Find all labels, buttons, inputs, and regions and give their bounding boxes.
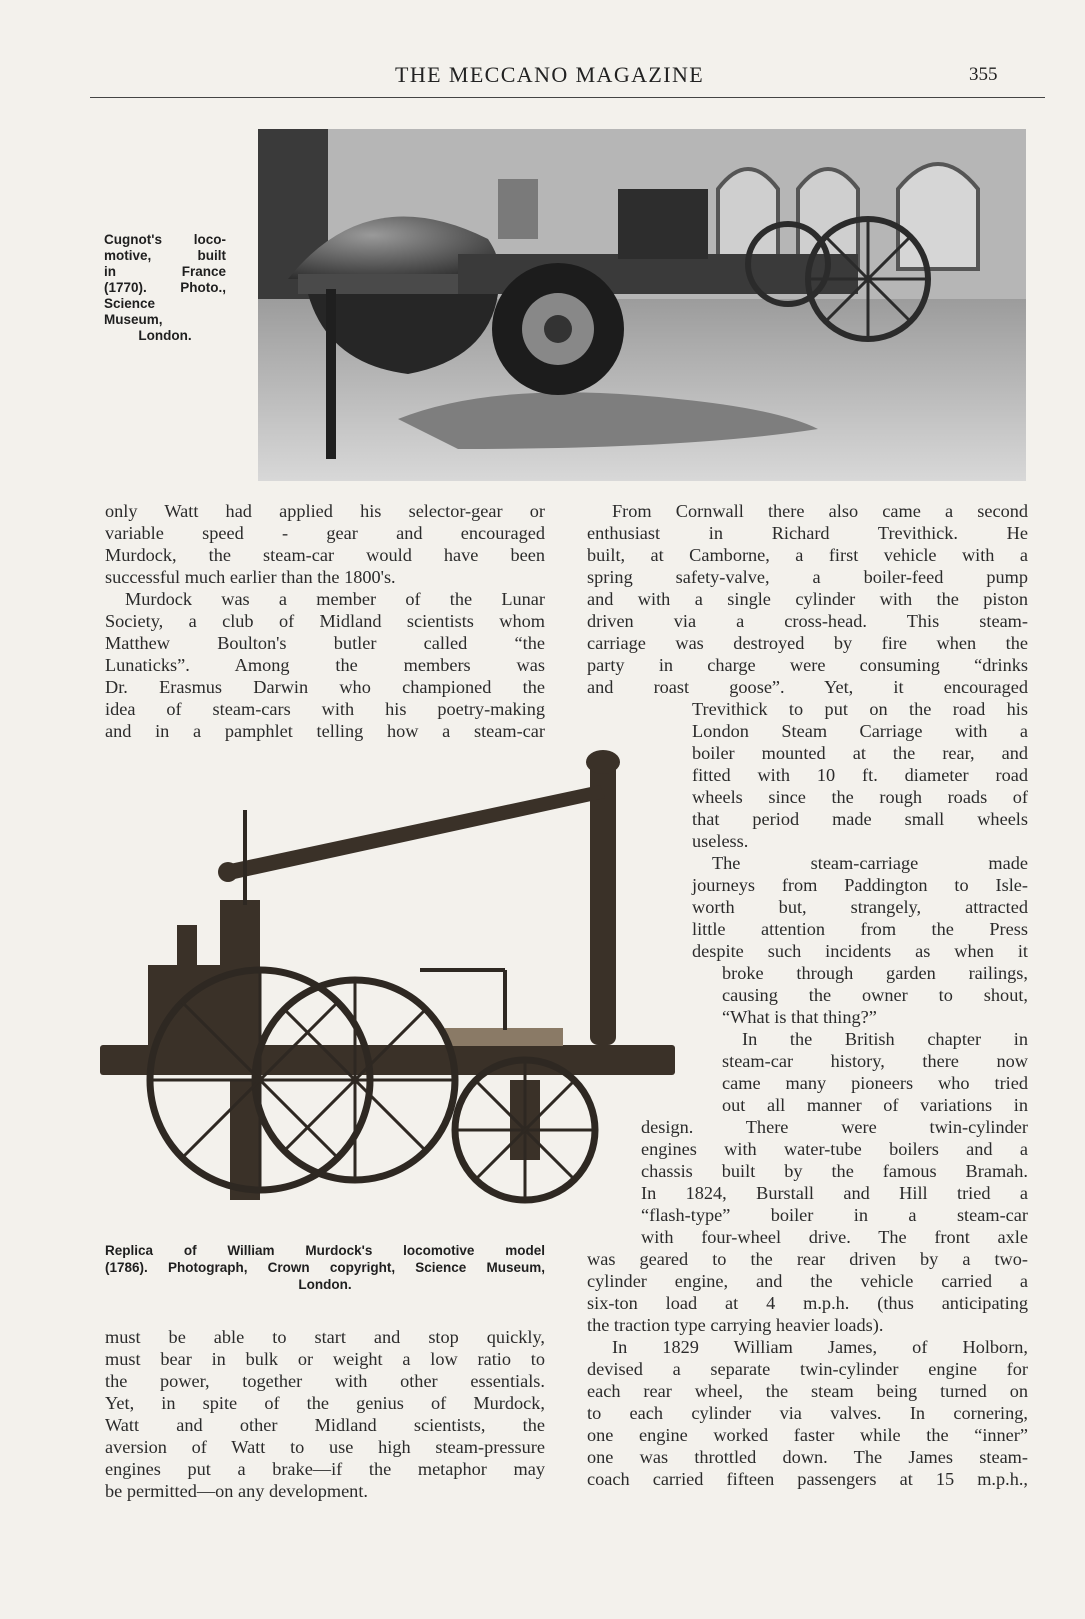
caption-line: Cugnot's loco- bbox=[104, 232, 226, 247]
text-line: design. There were twin-cylinder bbox=[641, 1117, 1028, 1137]
text-line: with four-wheel drive. The front axle bbox=[641, 1227, 1028, 1247]
header-rule bbox=[90, 97, 1045, 98]
text-line: enthusiast in Richard Trevithick. He bbox=[587, 523, 1028, 543]
caption-line: London. bbox=[138, 328, 192, 343]
caption-line: Museum, bbox=[104, 312, 163, 327]
text-line: party in charge were consuming “drinks bbox=[587, 655, 1028, 675]
text-line: devised a separate twin-cylinder engine for bbox=[587, 1359, 1028, 1379]
text-line: and with a single cylinder with the piston bbox=[587, 589, 1028, 609]
text-line: one was throttled down. The James steam- bbox=[587, 1447, 1028, 1467]
text-line: In 1829 William James, of Holborn, bbox=[612, 1337, 1028, 1357]
caption-line: Replica of William Murdock's locomotive model bbox=[105, 1243, 545, 1258]
text-line: driven via a cross-head. This steam- bbox=[587, 611, 1028, 631]
text-line: was geared to the rear driven by a two- bbox=[587, 1249, 1028, 1269]
cugnot-locomotive-photo bbox=[258, 129, 1026, 481]
text-line: “flash-type” boiler in a steam-car bbox=[641, 1205, 1028, 1225]
text-line: Murdock, the steam-car would have been bbox=[105, 545, 545, 565]
text-line: to each cylinder via valves. In cornering, bbox=[587, 1403, 1028, 1423]
text-line: six-ton load at 4 m.p.h. (thus anticipating bbox=[587, 1293, 1028, 1313]
text-line: engines with water-tube boilers and a bbox=[641, 1139, 1028, 1159]
text-line: From Cornwall there also came a second bbox=[612, 501, 1028, 521]
text-line: worth but, strangely, attracted bbox=[692, 897, 1028, 917]
text-line: steam-car history, there now bbox=[722, 1051, 1028, 1071]
caption-line: motive, built bbox=[104, 248, 226, 263]
caption-line: (1770). Photo., bbox=[104, 280, 226, 295]
text-line: London Steam Carriage with a bbox=[692, 721, 1028, 741]
text-line: each rear wheel, the steam being turned on bbox=[587, 1381, 1028, 1401]
text-line: came many pioneers who tried bbox=[722, 1073, 1028, 1093]
text-line: causing the owner to shout, bbox=[722, 985, 1028, 1005]
text-line: little attention from the Press bbox=[692, 919, 1028, 939]
text-line: Murdock was a member of the Lunar bbox=[125, 589, 545, 609]
text-line: that period made small wheels bbox=[692, 809, 1028, 829]
text-line: idea of steam-cars with his poetry-making bbox=[105, 699, 545, 719]
text-line: Trevithick to put on the road his bbox=[692, 699, 1028, 719]
text-line: journeys from Paddington to Isle- bbox=[692, 875, 1028, 895]
text-line: useless. bbox=[692, 831, 749, 851]
text-line: In 1824, Burstall and Hill tried a bbox=[641, 1183, 1028, 1203]
text-line: must be able to start and stop quickly, bbox=[105, 1327, 545, 1347]
caption-line: London. bbox=[298, 1277, 352, 1292]
caption-line: (1786). Photograph, Crown copyright, Science Museum, bbox=[105, 1260, 545, 1275]
cugnot-photo-caption bbox=[104, 232, 226, 344]
text-line: successful much earlier than the 1800's. bbox=[105, 567, 396, 587]
text-line: and in a pamphlet telling how a steam-car bbox=[105, 721, 545, 741]
text-line: variable speed - gear and encouraged bbox=[105, 523, 545, 543]
text-line: Yet, in spite of the genius of Murdock, bbox=[105, 1393, 545, 1413]
caption-line: in France bbox=[104, 264, 226, 279]
text-line: cylinder engine, and the vehicle carried a bbox=[587, 1271, 1028, 1291]
text-line: coach carried fifteen passengers at 15 m.p.h., bbox=[587, 1469, 1028, 1489]
text-line: “What is that thing?” bbox=[722, 1007, 877, 1027]
text-line: aversion of Watt to use high steam-pressure bbox=[105, 1437, 545, 1457]
text-line: Matthew Boulton's butler called “the bbox=[105, 633, 545, 653]
text-line: only Watt had applied his selector-gear or bbox=[105, 501, 545, 521]
text-line: wheels since the rough roads of bbox=[692, 787, 1028, 807]
text-line: In the British chapter in bbox=[742, 1029, 1028, 1049]
text-line: engines put a brake—if the metaphor may bbox=[105, 1459, 545, 1479]
text-line: boiler mounted at the rear, and bbox=[692, 743, 1028, 763]
text-line: be permitted—on any development. bbox=[105, 1481, 368, 1501]
text-line: despite such incidents as when it bbox=[692, 941, 1028, 961]
text-line: broke through garden railings, bbox=[722, 963, 1028, 983]
text-line: the power, together with other essentials. bbox=[105, 1371, 545, 1391]
text-line: out all manner of variations in bbox=[722, 1095, 1028, 1115]
text-line: fitted with 10 ft. diameter road bbox=[692, 765, 1028, 785]
magazine-title: THE MECCANO MAGAZINE bbox=[395, 62, 705, 87]
text-line: Society, a club of Midland scientists whom bbox=[105, 611, 545, 631]
murdock-model-photo bbox=[100, 750, 675, 1240]
text-line: the traction type carrying heavier loads). bbox=[587, 1315, 884, 1335]
murdock-photo-caption bbox=[105, 1242, 545, 1293]
text-line: Watt and other Midland scientists, the bbox=[105, 1415, 545, 1435]
text-line: built, at Camborne, a first vehicle with a bbox=[587, 545, 1028, 565]
page-number: 355 bbox=[969, 64, 998, 85]
text-line: spring safety-valve, a boiler-feed pump bbox=[587, 567, 1028, 587]
text-line: carriage was destroyed by fire when the bbox=[587, 633, 1028, 653]
text-line: The steam-carriage made bbox=[712, 853, 1028, 873]
caption-line: Science bbox=[104, 296, 156, 311]
text-line: must bear in bulk or weight a low ratio to bbox=[105, 1349, 545, 1369]
text-line: one engine worked faster while the “inner” bbox=[587, 1425, 1028, 1445]
text-line: chassis built by the famous Bramah. bbox=[641, 1161, 1028, 1181]
text-line: Dr. Erasmus Darwin who championed the bbox=[105, 677, 545, 697]
text-line: and roast goose”. Yet, it encouraged bbox=[587, 677, 1028, 697]
text-line: Lunaticks”. Among the members was bbox=[105, 655, 545, 675]
